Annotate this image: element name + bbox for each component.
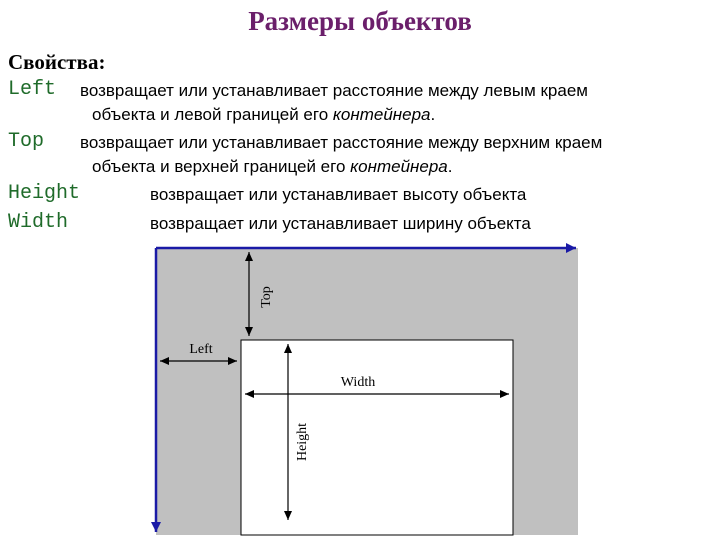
desc-punct: .: [447, 157, 453, 176]
container-term: контейнера: [350, 157, 448, 176]
property-desc-left-line1: возвращает или устанавливает расстояние между левым краем: [80, 81, 588, 100]
height-dimension-label: Height: [295, 422, 310, 462]
property-name-left: Left: [8, 78, 57, 101]
property-name-height: Height: [8, 182, 81, 205]
property-desc-height: возвращает или устанавливает высоту объекта: [150, 185, 527, 204]
property-name-top: Top: [8, 130, 45, 153]
top-dimension-label: Top: [259, 286, 274, 308]
object-rect: [241, 340, 513, 535]
container-term: контейнера: [332, 105, 431, 124]
left-dimension-label: Left: [189, 342, 213, 357]
property-desc-width: возвращает или устанавливает ширину объекта: [150, 214, 531, 233]
desc-punct: .: [430, 105, 436, 124]
property-name-width: Width: [8, 211, 69, 234]
slide-title: Размеры объектов: [248, 6, 472, 36]
property-desc-top-line1: возвращает или устанавливает расстояние между верхним краем: [80, 133, 603, 152]
properties-heading: Свойства:: [8, 50, 106, 74]
desc-text: объекта и левой границей его: [92, 105, 333, 124]
desc-text: объекта и верхней границей его: [92, 157, 351, 176]
width-dimension-label: Width: [340, 375, 376, 390]
